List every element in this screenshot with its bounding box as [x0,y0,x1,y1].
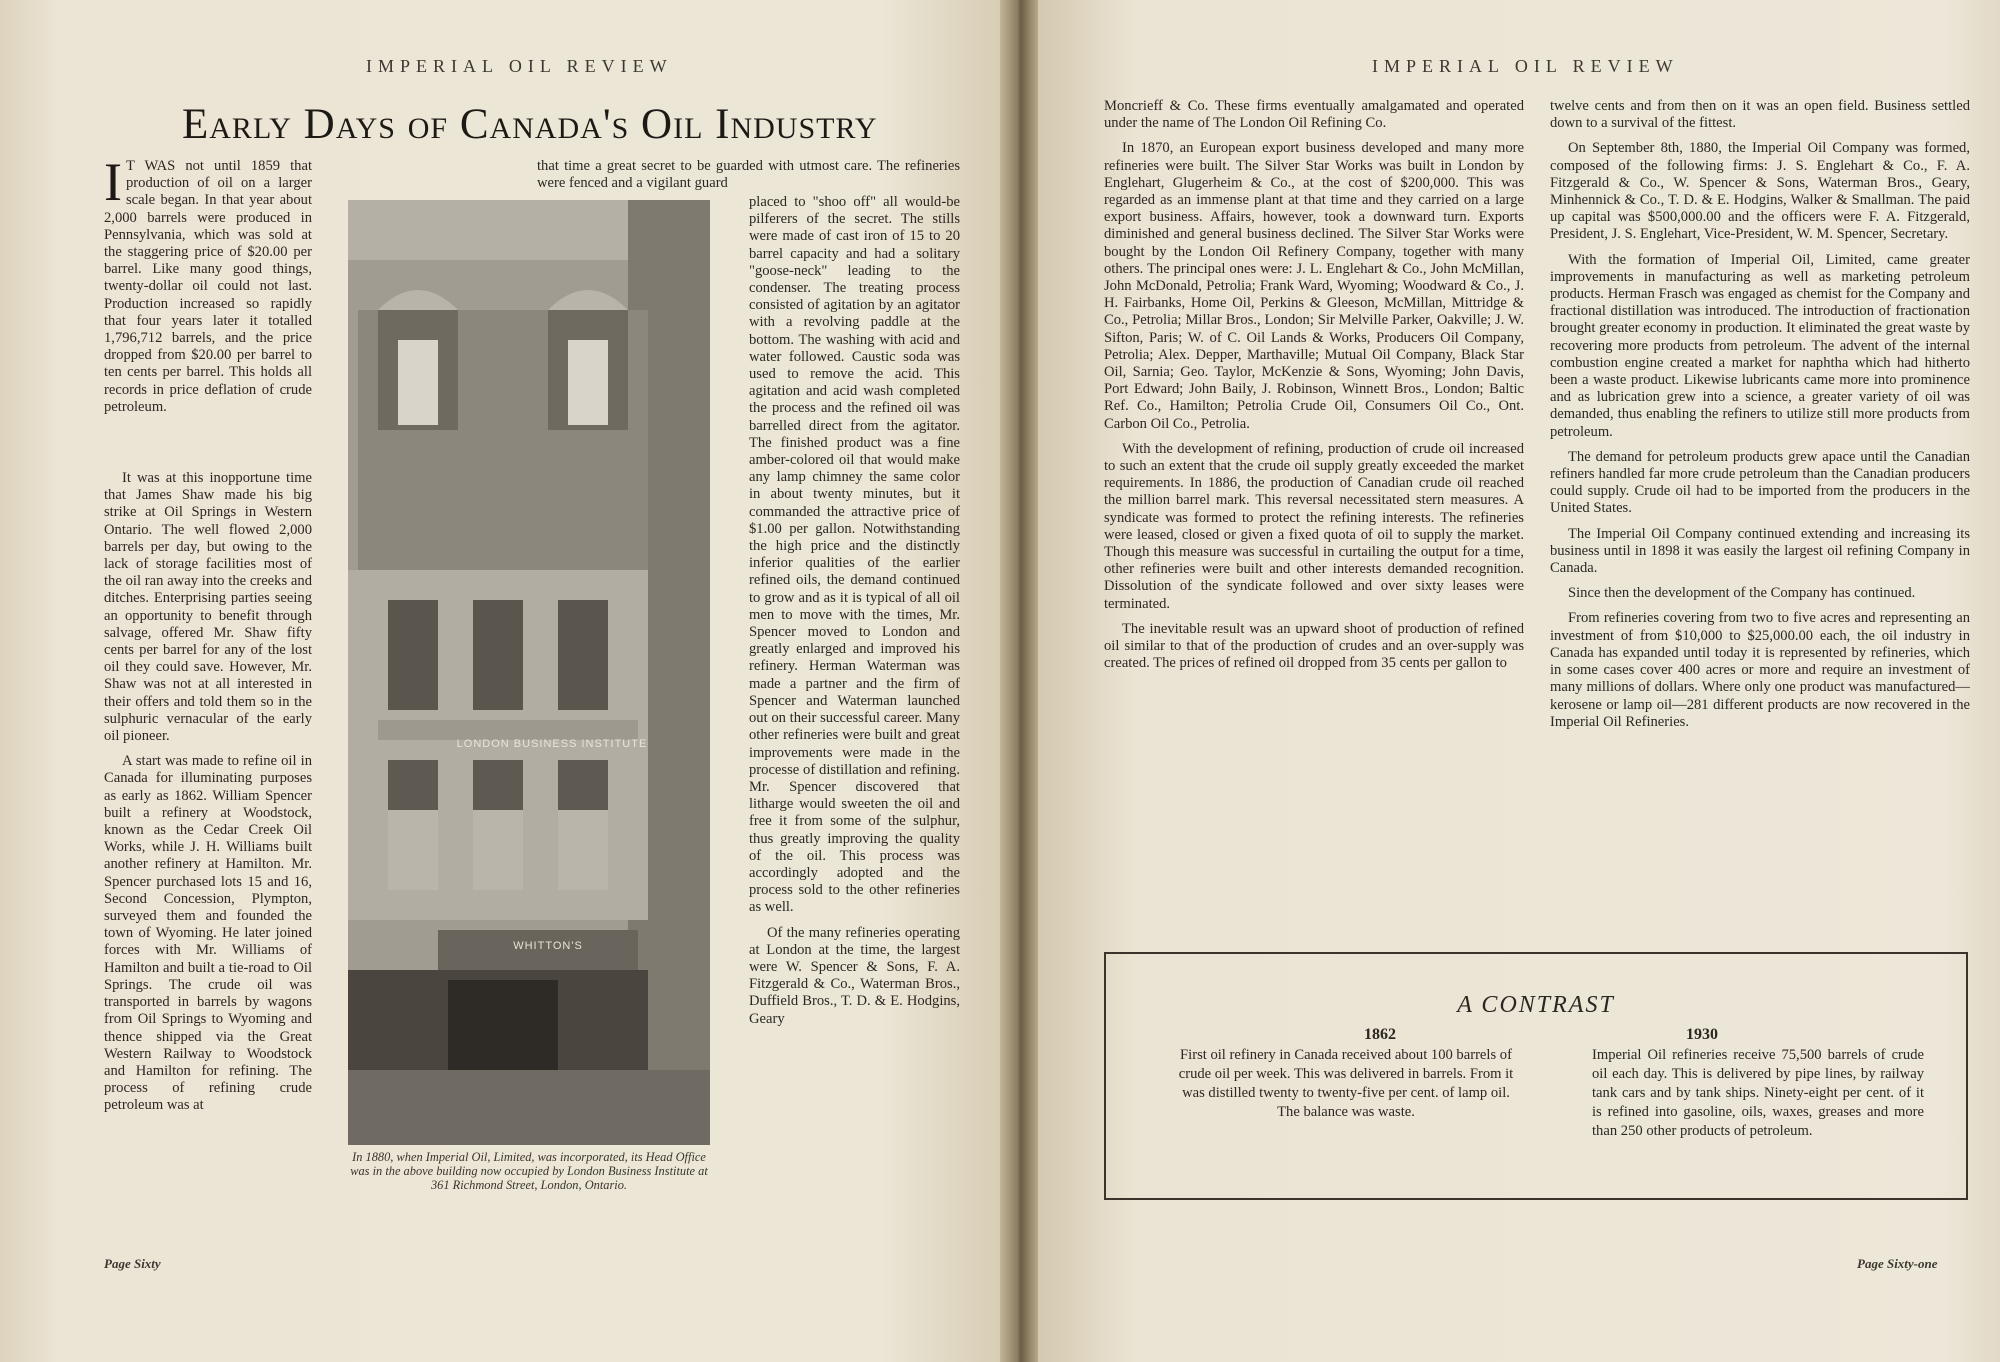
left-column [104,470,312,1123]
building-illustration [348,200,710,1145]
right-column-2 [1550,98,1970,739]
paragraph-improvements: With the formation of Imperial Oil, Limited, came greater improvements in manufacturing as well as marketing petroleum products. Herman Frasch was engaged as chemist for the Company and fractional distillation was introduced. The introduction of fractionation brought greater economy in production. It eliminated the great waste by recovering more products from petroleum. The advent of the internal combustion engine created a market for naphtha which had hitherto been a waste product. Likewise lubricants came more into prominence and as lubrication grew into a science, a greater variety of oil was demanded, thus enabling the refiners to utilize still more products from petroleum. [1550,251,1970,440]
paragraph-expanded: From refineries covering from two to five acres and representing an investment of from $10,000 to $25,000.00 each, the oil industry in Canada has expanded until today it is represented by refineries, which in some cases cover 400 acres or more and require an investment of many millions of dollars. Where only one product was manufactured—kerosene or lamp oil—281 different products are now recovered in the Imperial Oil Refineries. [1550,610,1970,730]
right-page [1038,0,2000,1362]
gutter [1000,0,1038,1362]
contrast-title: A CONTRAST [1457,992,1615,1018]
paragraph-demand: The demand for petroleum products grew apace until the Canadian refiners handled far more crude petroleum than the Canadian producers could supply. Crude oil had to be imported from the producers in the United States. [1550,448,1970,517]
paragraph-shaw: It was at this inopportune time that James Shaw made his big strike at Oil Springs in Western Ontario. The well flowed 2,000 barrels per day, but owing to the lack of storage facilities most of the oil ran away into the creeks and ditches. Enterprising parties seeing an opportunity to benefit through salvage, offered Mr. Shaw fifty cents per barrel for any of the lost oil they could save. However, Mr. Shaw was not at all interested in their offers and told them so in the sulphuric vernacular of the early oil pioneer. [104,470,312,745]
paragraph-syndicate: With the development of refining, production of crude oil increased to such an extent that the crude oil supply greatly exceeded the market requirements. In 1886, the production of Canadian crude oil reached the million barrel mark. This reversal necessitated stern measures. A syndicate was formed to protect the refining interests. The refineries were leased, closed or given a fixed quota of oil to supply the market. Though this measure was successful in curtailing the output for a time, other refineries were built and other interests demanded recognition. Dissolution of the syndicate followed and over sixty leases were terminated. [1104,440,1524,612]
paragraph-oversupply: The inevitable result was an upward shoot of production of refined oil similar to that of the production of crudes and an over-supply was created. The prices of refined oil dropped from 35 cents per gallon to [1104,620,1524,672]
paragraph-twelve-cents: twelve cents and from then on it was an open field. Business settled down to a survival of the fittest. [1550,98,1970,132]
paragraph-1870: In 1870, an European export business developed and many more refineries were built. The Silver Star Works was built in London by Englehart, Glugerheim & Co., at the cost of $200,000. This was regarded as an immense plant at that time and they carried on a large export business. Affairs, however, took a downward turn. Exports diminished and general business declined. The Silver Star Works were bought by the London Oil Refinery Company, together with many others. The principal ones were: J. L. Englehart & Co., John McMillan, John McDonald, Petrolia; Frank Ward, Wyoming; Woodward & Co., J. H. Fairbanks, Home Oil, Perkins & Gleeson, McMillan, Mittridge & Co., Petrolia; Millar Bros., London; Sir Melville Parker, Oakville; J. W. Sifton, Paris; W. of C. Oil Lands & Works, Producers Oil Company, Petrolia; Alex. Depper, Marthaville; Mutual Oil Company, Black Star Oil, Sarnia; Geo. Taylor, McKenzie & Sons, Wyoming; John Davis, Port Edward; John Baily, J. Robinson, Winnett Bros., London; Baltic Ref. Co., Hamilton; Petrolia Crude Oil, Consumers Oil Co., Ont. Carbon Oil Co., Petrolia. [1104,140,1524,432]
contrast-text-1862: First oil refinery in Canada received about 100 barrels of crude oil per week. This was delivered in barrels. From it was distilled twenty to twenty-five per cent. of lamp oil. The balance was waste. [1178,1047,1514,1120]
year-1930: 1930 [1686,1026,1718,1043]
paragraph-1898: The Imperial Oil Company continued extending and increasing its business until in 1898 it was easily the largest oil refining Company in Canada. [1550,525,1970,577]
folio-left: Page Sixty [104,1256,161,1271]
paragraph-continued: Since then the development of the Company has continued. [1568,585,1916,602]
folio-right: Page Sixty-one [1857,1256,1938,1271]
article-title: Early Days of Canada's Oil Industry [182,101,878,148]
drop-cap: I [104,152,122,212]
photo-caption: In 1880, when Imperial Oil, Limited, was incorporated, its Head Office was in the above building now occupied by London Business Institute at 361 Richmond Street, London, Ontario. [350,1150,708,1192]
right-column [749,194,960,1036]
intro-text: T WAS not until 1859 that production of oil on a larger scale began. In that year about 2,000 barrels were produced in Pennsylvania, which was sold at the staggering price of $20.00 per barrel. Like many good things, twenty-dollar oil could not last. Production increased so rapidly that four years later it totalled 1,796,712 barrels, and the price dropped from $20.00 per barrel to ten cents per barrel. This holds all records in price deflation of crude petroleum. [104,158,312,415]
photo-sign-awning: WHITTON'S [513,940,583,952]
paragraph-moncrieff: Moncrieff & Co. These firms eventually amalgamated and operated under the name of The London Oil Refining Co. [1104,98,1524,132]
contrast-text-1930: Imperial Oil refineries receive 75,500 barrels of crude oil each day. This is delivered by pipe lines, by railway tank cars and by tank ships. Ninety-eight per cent. of it is refined into gasoline, oils, waxes, greases and more than 250 other products of petroleum. [1592,1047,1924,1139]
photo-sign-top: LONDON BUSINESS INSTITUTE [456,738,648,750]
right-column-1 [1104,98,1524,681]
paragraph-1880-formed: On September 8th, 1880, the Imperial Oil Company was formed, composed of the following firms: J. S. Englehart & Co., F. A. Fitzgerald & Co., W. Spencer & Sons, Waterman Bros., Geary, Minhennick & Co., T. D. & E. Hodgins, Walker & Smallman. The paid up capital was $500,000.00 and the officers were F. A. Fitzgerald, President, J. S. Englehart, Vice-President, W. M. Spencer, Secretary. [1550,140,1970,243]
paragraph-process: placed to "shoo off" all would-be pilferers of the secret. The stills were made of cast iron of 15 to 20 barrel capacity and had a solitary "goose-neck" leading to the condenser. The treating process consisted of agitation by an agitator with a revolving paddle at the bottom. The washing with acid and water followed. Caustic soda was used to remove the acid. This agitation and acid wash completed the process and the refined oil was barrelled direct from the agitator. The finished product was a fine amber-colored oil that would make any lamp chimney the same color in about twenty minutes, but it commanded the attractive price of $1.00 per gallon. Notwithstanding the high price and the distinctly inferior qualities of the earlier refined oils, the demand continued to grow and as it is typical of all oil men to move with the times, Mr. Spencer moved to London and greatly enlarged and improved his refinery. Herman Waterman was made a partner and the firm of Spencer and Waterman launched out on their successful career. Many other refineries were built and great improvements were made in the processe of distillation and refining. Mr. Spencer discovered that litharge would sweeten the oil and free it from some of the sulphur, thus greatly improving the quality of the oil. This process was accordingly adopted and the process sold to the other refineries as well. [749,194,960,916]
running-head-right: IMPERIAL OIL REVIEW [1372,56,1679,76]
paragraph-london-refineries: Of the many refineries operating at London at the time, the largest were W. Spencer & Sons, F. A. Fitzgerald & Co., Waterman Bros., Duffield Bros., T. D. & E. Hodgins, Geary [749,924,960,1027]
running-head-left: IMPERIAL OIL REVIEW [366,56,673,76]
paragraph-refine-start: A start was made to refine oil in Canada for illuminating purposes as early as 1862. William Spencer built a refinery at Woodstock, known as the Cedar Creek Oil Works, while J. H. Williams built another refinery at Hamilton. Mr. Spencer purchased lots 15 and 16, Second Concession, Plympton, surveyed them and founded the town of Wyoming. He later joined forces with Mr. Williams of Hamilton and built a tie-road to Oil Springs. The crude oil was transported in barrels by wagons from Oil Springs to Wyoming and thence shipped via the Great Western Railway to Woodstock and Hamilton for refining. The process of refining crude petroleum was at [104,753,312,1114]
head-office-photo [348,200,710,1145]
contrast-box [1104,952,1968,1200]
paragraph-secret: that time a great secret to be guarded with utmost care. The refineries were fenced and a vigilant guard [537,158,960,192]
year-1862: 1862 [1364,1026,1396,1043]
